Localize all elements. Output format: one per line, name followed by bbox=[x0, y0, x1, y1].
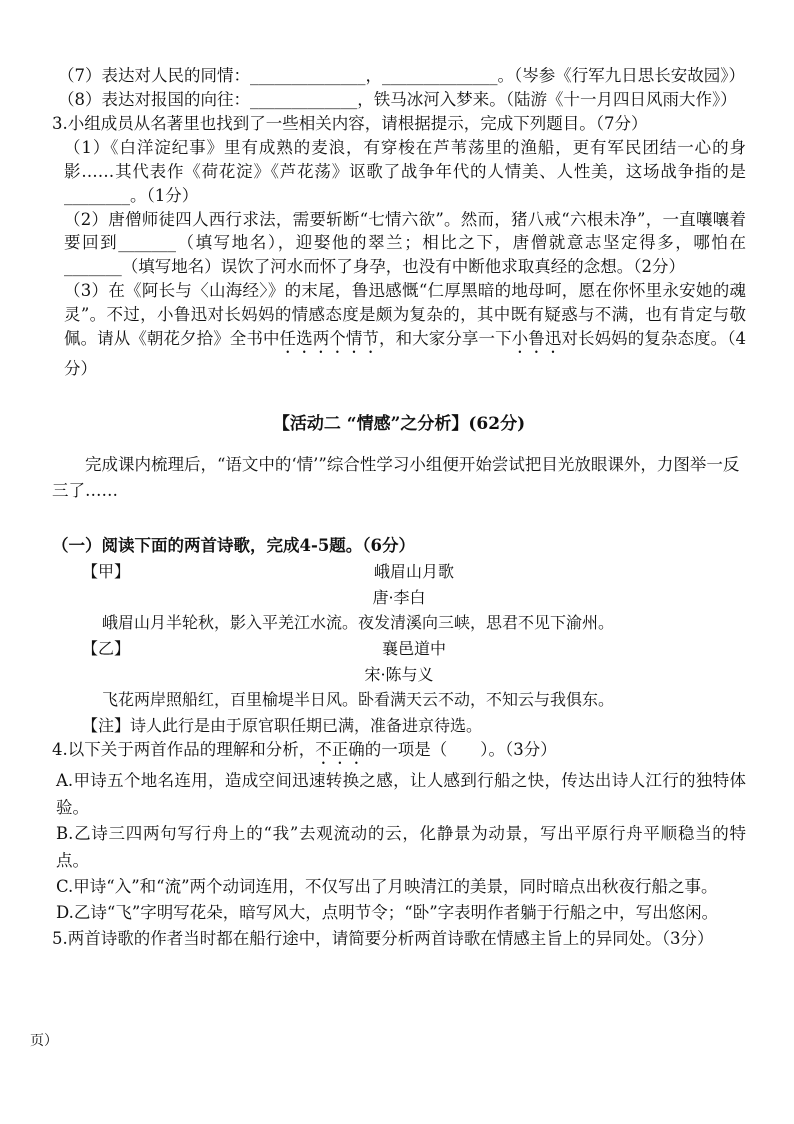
poem-a-tag: 【甲】 bbox=[82, 562, 131, 582]
poem-a-title: 峨眉山月歌 bbox=[373, 562, 454, 582]
q3-1: （1）《白洋淀纪事》里有成熟的麦浪，有穿梭在芦苇荡里的渔船，更有军民团结一心的身影……其代表作《荷花淀》《芦花荡》讴歌了战争年代的人情美、人性美，这场战争指的是________。（1分） bbox=[64, 137, 746, 205]
poem-b-note: 【注】诗人此行是由于原官职任期已满，准备进京待选。 bbox=[82, 715, 483, 735]
q4-prefix: 4.以下关于两首作品的理解和分析， bbox=[52, 740, 316, 760]
q3-3 bbox=[52, 279, 746, 381]
q3-3-emphasis: 任选两个情节 bbox=[279, 329, 380, 349]
section-title: 【活动二 “情感”之分析】(62分) bbox=[272, 414, 526, 435]
poem-a-header bbox=[52, 559, 746, 585]
q5-stem: 5.两首诗歌的作者当时都在船行途中，请简要分析两首诗歌在情感主旨上的异同处。（3分） bbox=[52, 928, 714, 948]
q3-2: （2）唐僧师徒四人西行求法，需要斩断“七情六欲”。然而，猪八戒“六根未净”，一直嚷嚷着要回到_______（填写地名），迎娶他的翠兰；相比之下，唐僧就意志坚定得多，哪怕在_______（填写地名）误饮了河水而怀了身孕，也没有中断他求取真经的念想。（2分） bbox=[64, 209, 746, 277]
poem-b-author: 宋·陈与义 bbox=[364, 664, 434, 684]
section-intro: 完成课内梳理后，“语文中的‘情’”综合性学习小组便开始尝试把目光放眼课外，力图举一反三了…… bbox=[52, 455, 740, 501]
q3-stem: 3.小组成员从名著里也找到了一些相关内容，请根据提示，完成下列题目。（7分） bbox=[52, 113, 648, 133]
q3-3-mid: ，和大家分享一下 bbox=[379, 329, 512, 349]
q4-emphasis: 不正确 bbox=[315, 740, 365, 760]
q3-3-emphasis-2: 小鲁迅 bbox=[511, 329, 562, 349]
q4-option-d: D.乙诗“飞”字明写花朵，暗写风大，点明节令；“卧”字表明作者躺于行船之中，写出悠闲。 bbox=[56, 903, 719, 923]
q4-option-a: A.甲诗五个地名连用，造成空间迅速转换之感，让人感到行船之快，传达出诗人江行的独特体验。 bbox=[56, 771, 746, 817]
poem-b-header bbox=[52, 636, 746, 662]
q2-8-line: （8）表达对报国的向往：_____________，铁马冰河入梦来。（陆游《十一月四日风雨大作》） bbox=[58, 89, 737, 109]
reading-subhead: （一）阅读下面的两首诗歌，完成4-5题。（6分） bbox=[52, 535, 416, 555]
q4-option-c: C.甲诗“入”和“流”两个动词连用，不仅写出了月映清江的美景，同时暗点出秋夜行船之事。 bbox=[56, 876, 718, 896]
poem-b-body: 飞花两岸照船红，百里榆堤半日风。卧看满天云不动，不知云与我俱东。 bbox=[102, 690, 615, 710]
q3-3-prefix: （3）在《阿长与〈山海经〉》的末尾，鲁迅感慨“仁厚黑暗的地母呵，愿在你怀里永安她的魂灵”。不过，小鲁迅对长妈妈的情感态度是颇为复杂的，其中既有疑惑与不满，也有肯定与敬佩。请从《朝花夕拾》全书中 bbox=[64, 281, 746, 349]
q4-stem bbox=[52, 738, 746, 768]
poem-b-tag: 【乙】 bbox=[82, 639, 131, 659]
q3-3-suffix: 对长妈妈的复杂态度。（4分） bbox=[64, 329, 747, 379]
poem-b-title: 襄邑道中 bbox=[381, 639, 446, 659]
q4-option-b: B.乙诗三四两句写行舟上的“我”去观流动的云，化静景为动景，写出平原行舟平顺稳当的特点。 bbox=[56, 824, 746, 870]
page-footer: 页） bbox=[30, 1033, 58, 1049]
poem-a-author: 唐·李白 bbox=[372, 587, 426, 607]
poem-a-body: 峨眉山月半轮秋，影入平羌江水流。夜发清溪向三峡，思君不见下渝州。 bbox=[102, 613, 615, 633]
q2-7-line: （7）表达对人民的同情：______________，______________。（岑参《行军九日思长安故园》） bbox=[58, 66, 745, 85]
q4-suffix: 的一项是（ ）。（3分） bbox=[364, 740, 557, 760]
